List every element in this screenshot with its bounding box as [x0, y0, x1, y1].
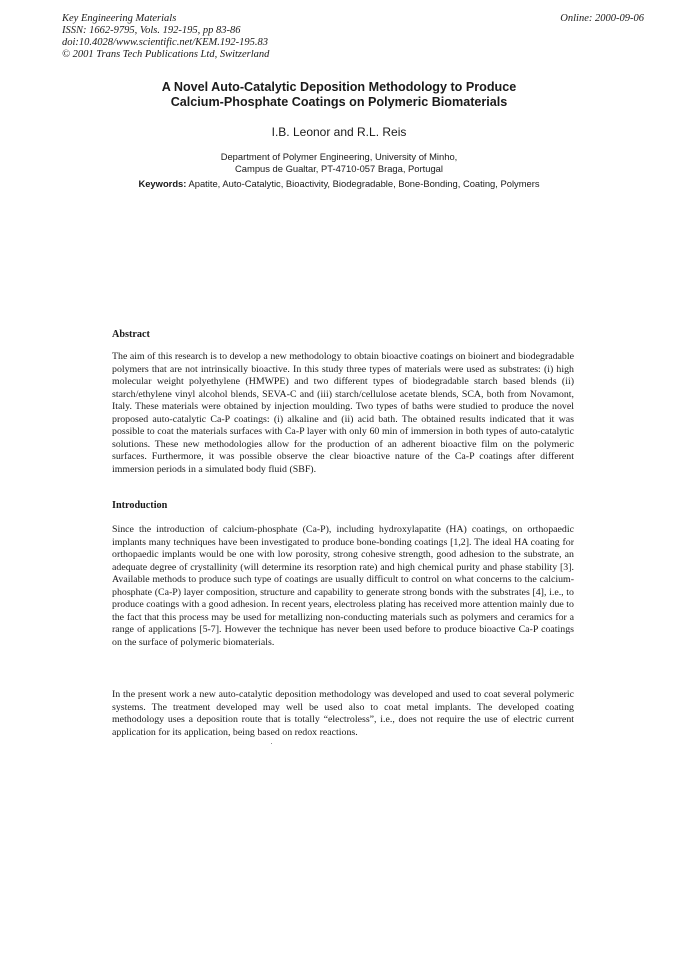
- affiliation-line-2: Campus de Gualtar, PT-4710-057 Braga, Portugal: [235, 163, 443, 174]
- doi-line: doi:10.4028/www.scientific.net/KEM.192-195.83: [62, 37, 268, 48]
- journal-name: Key Engineering Materials: [62, 13, 177, 24]
- abstract-heading: Abstract: [112, 329, 150, 340]
- journal-header: [62, 13, 269, 61]
- abstract-text: The aim of this research is to develop a new methodology to obtain bioactive coatings on bioinert and biodegradable polymers that are not intrinsically bioactive. In this study three types of materials were used as substrates: (i) high molecular weight polyethylene (HMWPE) and two different types of biodegradable starch based blends (ii) starch/ethylene vinyl alcohol blends, SEVA-C and (iii) starch/cellulose acetate blends, SCA, both from Novamont, Italy. These materials were obtained by injection moulding. Two types of baths were studied to produce the novel proposed auto-catalytic Ca-P coatings: (i) alkaline and (ii) acid bath. The obtained results indicated that it was possible to coat the materials surfaces with Ca-P layer with only 60 min of immersion in both types of auto-catalytic solutions. These new methodologies allow for the production of an adherent bioactive film on the polymeric surfaces. Furthermore, it was possible observe the clear bioactive nature of the Ca-P coatings after different immersion periods in a simulated body fluid (SBF).: [112, 351, 574, 475]
- introduction-paragraph-2: In the present work a new auto-catalytic deposition methodology was developed and used to coat several polymeric systems. The treatment developed may well be used also to coat metal implants. The developed coating methodology uses a deposition route that is totally “electroless”, i.e., does not require the use of electric current application for its application, being based on redox reactions.: [112, 689, 574, 738]
- issn-line: ISSN: 1662-9795, Vols. 192-195, pp 83-86: [62, 25, 241, 36]
- title-line-1: A Novel Auto-Catalytic Deposition Methodology to Produce: [161, 80, 517, 94]
- affiliation-line-1: Department of Polymer Engineering, University of Minho,: [220, 151, 458, 162]
- online-date: Online: 2000-09-06: [560, 13, 644, 24]
- scan-speck: [271, 743, 272, 744]
- introduction-paragraph-1: Since the introduction of calcium-phosphate (Ca-P), including hydroxylapatite (HA) coatings, on orthopaedic implants many techniques have been investigated to produce bone-bonding coatings [1,2]. The ideal HA coating for orthopaedic implants would be one with low porosity, strong cohesive strength, good adhesion to the substrate, an adequate degree of crystallinity (will determine its resorption rate) and high chemical purity and phase stability [3]. Available methods to produce such type of coatings are usually difficult to control on what concerns to the calcium-phosphate (Ca-P) layer composition, structure and capability to generate strong bonds with the substrates [4], i.e., to produce coatings with a good adhesion. In recent years, electroless plating has received more attention mainly due to the fact that this process may be used for metallizing non-conducting materials such as polymers and ceramics for a range of applications [5-7]. However the technique has never been used before to produce bioactive Ca-P coatings on the surface of polymeric biomaterials.: [112, 524, 574, 648]
- affiliation: [60, 151, 618, 175]
- copyright-line: © 2001 Trans Tech Publications Ltd, Switzerland: [62, 49, 270, 60]
- keywords-list: Apatite, Auto-Catalytic, Bioactivity, Biodegradable, Bone-Bonding, Coating, Polymers: [188, 178, 540, 189]
- keywords: [60, 178, 618, 189]
- keywords-label: Keywords:: [138, 178, 187, 189]
- title-line-2: Calcium-Phosphate Coatings on Polymeric Biomaterials: [170, 95, 508, 109]
- authors: I.B. Leonor and R.L. Reis: [271, 125, 407, 139]
- introduction-heading: Introduction: [112, 500, 168, 511]
- paper-title: [60, 80, 618, 110]
